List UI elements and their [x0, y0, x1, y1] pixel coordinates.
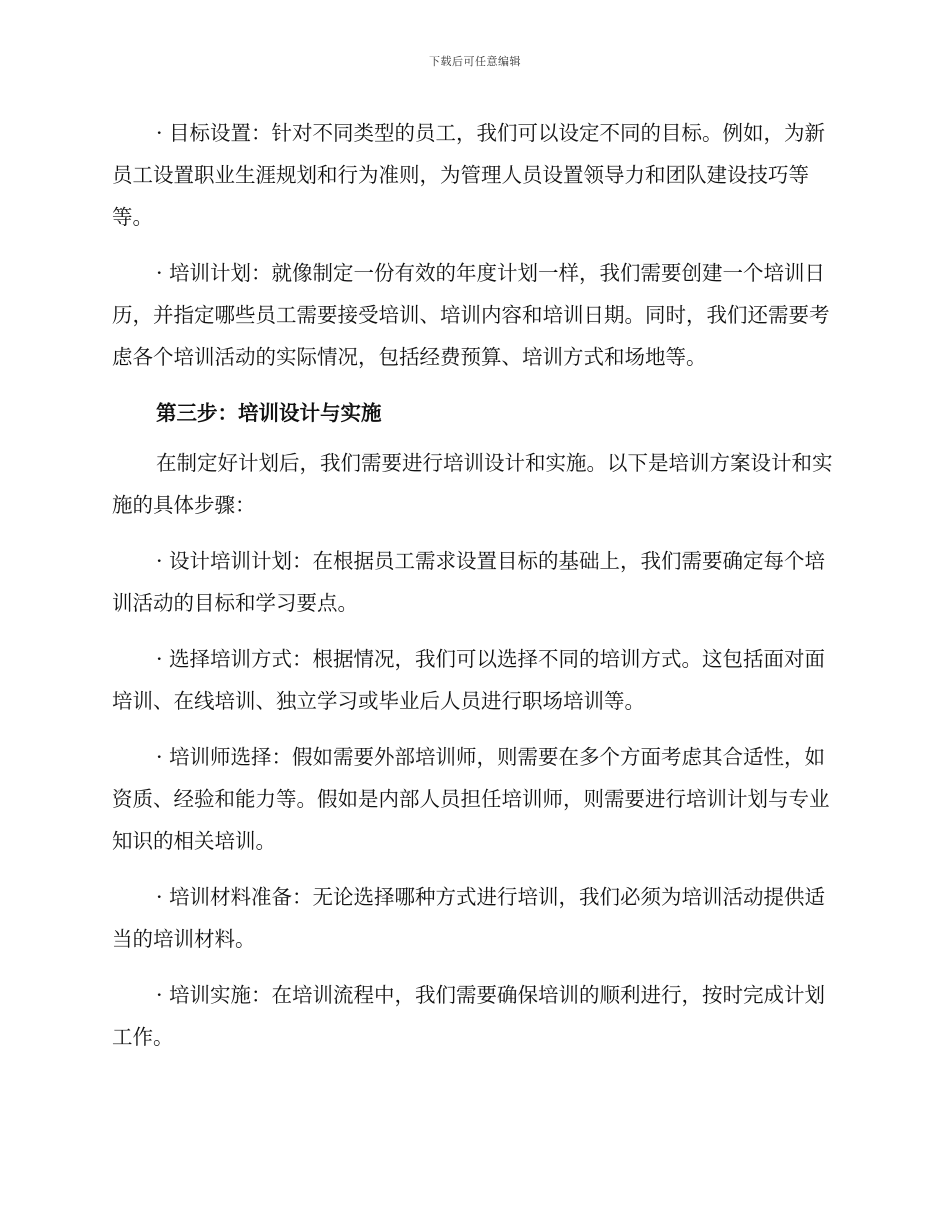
- list-item-design-plan: · 设计培训计划：在根据员工需求设置目标的基础上，我们需要确定每个培训活动的目标和学习要点。: [112, 549, 826, 615]
- paragraph-training-plan: · 培训计划：就像制定一份有效的年度计划一样，我们需要创建一个培训日历，并指定哪些员工需要接受培训、培训内容和培训日期。同时，我们还需要考虑各个培训活动的实际情况，包括经费预算、培训方式和场地等。: [112, 261, 830, 369]
- paragraph-goal-setting: · 目标设置：针对不同类型的员工，我们可以设定不同的目标。例如，为新员工设置职业生涯规划和行为准则，为管理人员设置领导力和团队建设技巧等等。: [112, 121, 826, 229]
- list-item-implementation: · 培训实施：在培训流程中，我们需要确保培训的顺利进行，按时完成计划工作。: [112, 983, 826, 1049]
- list-item-choose-method: · 选择培训方式：根据情况，我们可以选择不同的培训方式。这包括面对面培训、在线培训、独立学习或毕业后人员进行职场培训等。: [112, 647, 826, 713]
- document-body: [112, 112, 834, 1072]
- paragraph-intro: 在制定好计划后，我们需要进行培训设计和实施。以下是培训方案设计和实施的具体步骤：: [112, 451, 833, 517]
- list-item-materials: · 培训材料准备：无论选择哪种方式进行培训，我们必须为培训活动提供适当的培训材料。: [112, 885, 826, 951]
- section-heading: 第三步：培训设计与实施: [156, 401, 382, 425]
- list-item-trainer-selection: · 培训师选择：假如需要外部培训师，则需要在多个方面考虑其合适性，如资质、经验和能力等。假如是内部人员担任培训师，则需要进行培训计划与专业知识的相关培训。: [112, 745, 830, 853]
- page-header: 下载后可任意编辑: [429, 55, 521, 68]
